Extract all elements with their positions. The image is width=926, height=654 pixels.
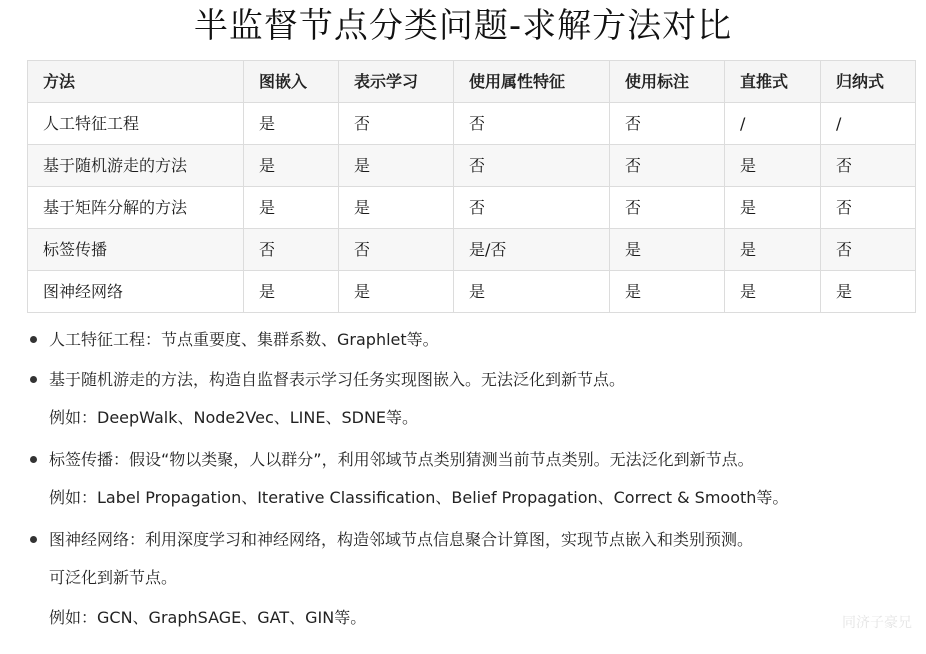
table-cell: 是	[725, 229, 821, 271]
header-use-labels: 使用标注	[610, 61, 725, 103]
table-cell: 基于矩阵分解的方法	[28, 187, 244, 229]
table-cell: 是	[725, 145, 821, 187]
list-item	[27, 362, 917, 438]
table-cell: 否	[244, 229, 339, 271]
comparison-table	[27, 60, 916, 313]
table-cell: 是	[610, 229, 725, 271]
table-cell: 是	[339, 187, 454, 229]
table-row	[28, 103, 916, 145]
note-example: 例如：GCN、GraphSAGE、GAT、GIN等。	[49, 608, 367, 627]
table-cell: 否	[821, 187, 916, 229]
table-cell: 否	[454, 145, 610, 187]
note-text: 标签传播：假设“物以类聚，人以群分”，利用邻域节点类别猜测当前节点类别。无法泛化到新节点。	[49, 450, 754, 469]
table-row	[28, 187, 916, 229]
table-cell: 是	[725, 187, 821, 229]
header-representation-learning: 表示学习	[339, 61, 454, 103]
table-cell: /	[725, 103, 821, 145]
bullet-dot	[30, 536, 37, 543]
table-cell: 否	[454, 103, 610, 145]
table-cell: 标签传播	[28, 229, 244, 271]
table-cell: 是	[244, 103, 339, 145]
table-row	[28, 271, 916, 313]
note-text: 图神经网络：利用深度学习和神经网络，构造邻域节点信息聚合计算图，实现节点嵌入和类别预测。	[49, 530, 754, 549]
header-attribute-features: 使用属性特征	[454, 61, 610, 103]
table-cell: 是	[610, 271, 725, 313]
list-item	[27, 522, 917, 638]
notes-list	[27, 322, 917, 638]
table-cell: 否	[454, 187, 610, 229]
table-row	[28, 145, 916, 187]
table-cell: 否	[610, 145, 725, 187]
bullet-dot	[30, 456, 37, 463]
table-cell: 人工特征工程	[28, 103, 244, 145]
note-example: 例如：Label Propagation、Iterative Classification、Belief Propagation、Correct & Smooth等。	[49, 488, 789, 507]
header-method: 方法	[28, 61, 244, 103]
table-cell: 否	[610, 103, 725, 145]
table-row	[28, 229, 916, 271]
list-item	[27, 442, 917, 518]
table-cell: 是	[821, 271, 916, 313]
header-inductive: 归纳式	[821, 61, 916, 103]
table-cell: 否	[339, 103, 454, 145]
table-cell: 否	[821, 229, 916, 271]
table-cell: /	[821, 103, 916, 145]
table-header-row	[28, 61, 916, 103]
note-text-continued: 可泛化到新节点。	[49, 568, 178, 587]
watermark: 同济子豪兄	[842, 615, 912, 631]
header-transductive: 直推式	[725, 61, 821, 103]
header-graph-embedding: 图嵌入	[244, 61, 339, 103]
table-cell: 否	[339, 229, 454, 271]
list-item	[27, 322, 917, 358]
table-cell: 否	[821, 145, 916, 187]
table-cell: 是	[725, 271, 821, 313]
bullet-dot	[30, 376, 37, 383]
note-text: 人工特征工程：节点重要度、集群系数、Graphlet等。	[49, 330, 439, 349]
table-cell: 是	[244, 271, 339, 313]
table-cell: 是	[454, 271, 610, 313]
table-cell: 否	[610, 187, 725, 229]
table-cell: 是	[244, 187, 339, 229]
table-cell: 是	[339, 145, 454, 187]
note-text: 基于随机游走的方法，构造自监督表示学习任务实现图嵌入。无法泛化到新节点。	[49, 370, 626, 389]
bullet-dot	[30, 336, 37, 343]
table-cell: 图神经网络	[28, 271, 244, 313]
table-cell: 是	[244, 145, 339, 187]
page-title: 半监督节点分类问题-求解方法对比	[193, 6, 733, 46]
note-example: 例如：DeepWalk、Node2Vec、LINE、SDNE等。	[49, 408, 419, 427]
table-cell: 基于随机游走的方法	[28, 145, 244, 187]
table-cell: 是/否	[454, 229, 610, 271]
table-cell: 是	[339, 271, 454, 313]
